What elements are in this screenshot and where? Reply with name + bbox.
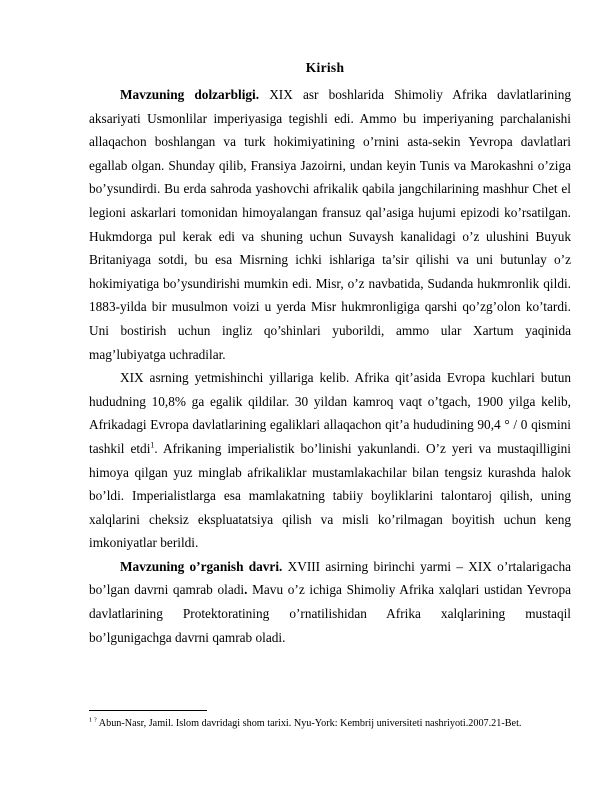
bold-period-mark: . <box>244 582 248 598</box>
paragraph-relevance <box>89 83 571 366</box>
paragraph-text: . Afrikaning imperialistik bo’linishi yakunlandi. O’z yeri va mustaqilligini himoya qilgan yuz minglab afrikaliklar mustamlakachilar bilan tengsiz kurashda halok bo’ldi. Imperialistlarga esa mamlakatning tabiiy boyliklarini talontaroj qilish, uning xalqlarini cheksiz ekspluatatsiya qilish va misli ko’rilmagan boyitish uchun keng imkoniyatlar berildi. <box>89 440 571 551</box>
main-text <box>89 83 571 649</box>
footnote-marker: 1 ? <box>89 716 97 724</box>
footnote-reference[interactable]: 1 <box>150 440 155 450</box>
section-lead-relevance: Mavzuning dolzarbligi. <box>120 87 260 102</box>
paragraph-text: Mavu o’z ichiga Shimoliy Afrika xalqlari ustidan Yevropa davlatlarining Protektoratining o’rnatilishidan Afrika xalqlarining mustaqil bo’lgunigachga davrni qamrab oladi. <box>89 582 571 645</box>
paragraph-text: XIX asrning yetmishinchi yillariga kelib. Afrika qit’asida Evropa kuchlari butun hududning 10,8% ga egalik qildilar. 30 yildan kamroq vaqt o’tgach, 1900 yilga kelib, Afrikadagi Evropa davlatlarining egaliklari allaqachon qit’a hududining 90,4 ° / 0 qismini tashkil etdi <box>89 370 571 456</box>
paragraph-text: XIX asr boshlarida Shimoliy Afrika davlatlarining aksariyati Usmonlilar imperiyasiga tegishli edi. Ammo bu imperiyaning parchalanishi allaqachon boshlangan va turk hokimiyatining o’rnini asta-sekin Yevropa davlatlari egallab olgan. Shunday qilib, Fransiya Jazoirni, undan keyin Tunis va Marokashni o’ziga bo’ysundirdi. Bu erda sahroda yashovchi afrikalik qabila jangchilarining mashhur Chet el legioni askarlari tomonidan himoyalangan fransuz qal’asiga hujumi epizodi ko’rsatilgan. Hukmdorga pul kerak edi va shuning uchun Suvaysh kanalidagi o’z ulushini Buyuk Britaniyaga sotdi, bu esa Misrning ichki ishlariga ta’sir qilishi va uni butunlay o’z hokimiyatiga bo’ysundirishi mumkin edi. Misr, o’z navbatida, Sudanda hukmronlik qildi. 1883-yilda bir musulmon voizi u yerda Misr hukmronligiga qarshi qo’zg’olon ko’tardi. Uni bostirish uchun ingliz qo’shinlari yuborildi, ammo ular Xartum yaqinida mag’lubiyatga uchradilar. <box>89 87 571 362</box>
footnote-divider <box>89 710 207 711</box>
paragraph-colonial-share <box>89 366 571 555</box>
section-lead-period: Mavzuning o’rganish davri. <box>120 558 283 574</box>
page-title: Kirish <box>305 60 345 75</box>
paragraph-text: XVIII asirning birinchi yarmi – XIX o’rtalarigacha bo’lgan davrni qamrab oladi <box>89 558 571 598</box>
paragraph-study-period <box>89 555 571 649</box>
footnote-text: Abun-Nasr, Jamil. Islom davridagi shom tarixi. Nyu-York: Kembrij universiteti nashriyoti.2007.21-Bet. <box>96 718 522 729</box>
footnote <box>89 713 571 734</box>
